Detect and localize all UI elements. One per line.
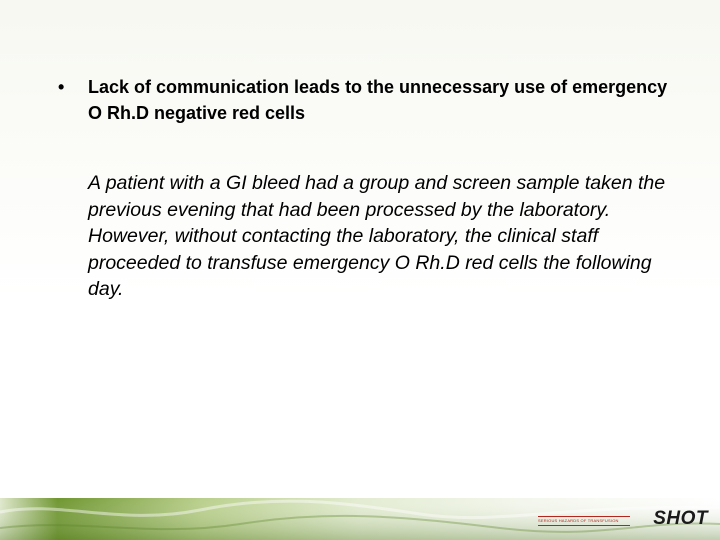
bullet-text: Lack of communication leads to the unnecessary use of emergency O Rh.D negative red cells [88,77,668,123]
shot-logo [538,508,708,530]
case-description: A patient with a GI bleed had a group and screen sample taken the previous evening that had been processed by the laboratory. However, without contacting the laboratory, the clinical staff proceeded to transfuse emergency O Rh.D red cells the following day. [88,172,666,300]
bullet-point [58,74,668,126]
footer-band [0,498,720,540]
bullet-marker: • [58,77,65,97]
logo-wordmark: SHOT [653,508,708,529]
logo-tagline: SERIOUS HAZARDS OF TRANSFUSION [538,516,630,526]
